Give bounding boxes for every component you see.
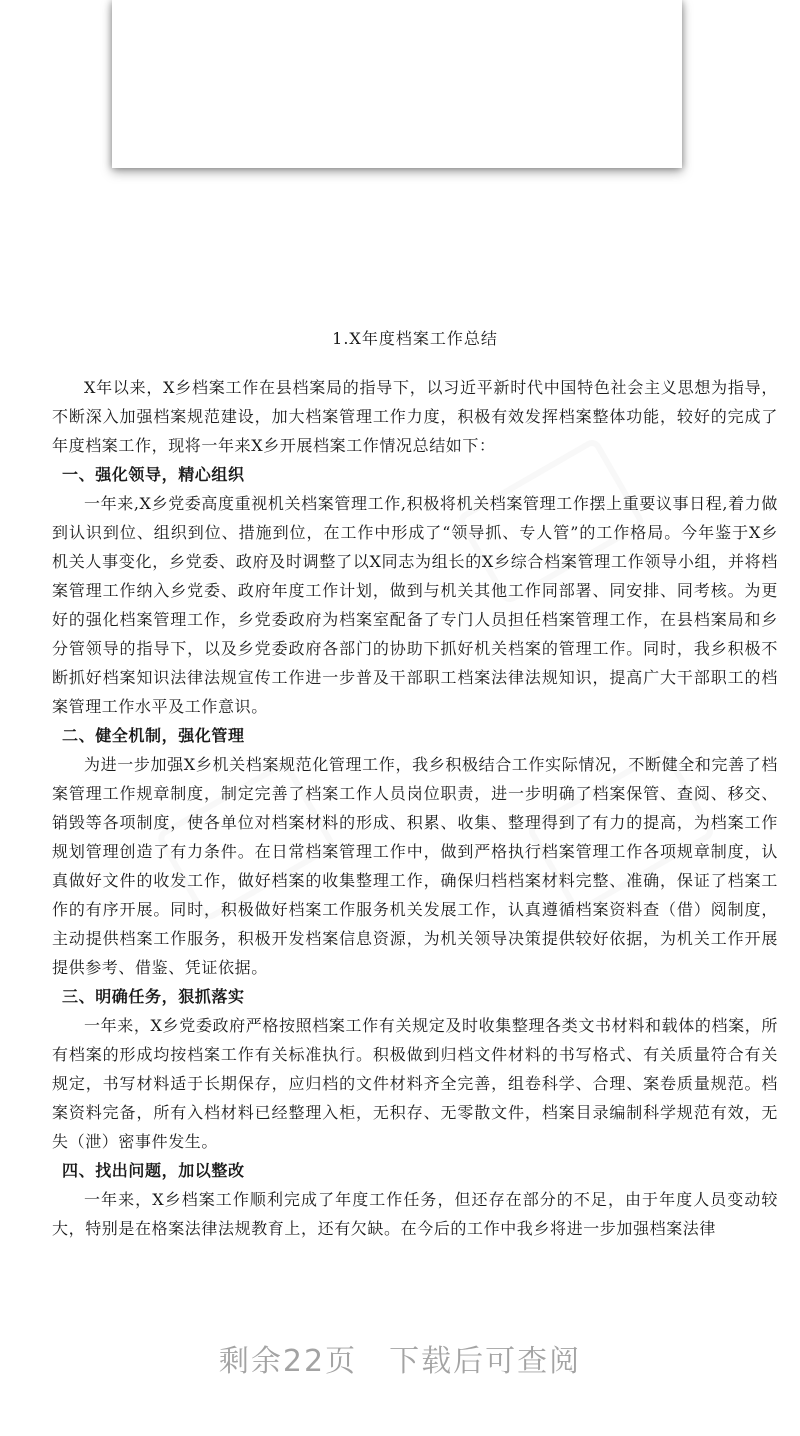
intro-paragraph: X年以来，X乡档案工作在县档案局的指导下，以习近平新时代中国特色社会主义思想为指导，不断深入加强档案规范建设，加大档案管理工作力度，积极有效发挥档案整体功能，较好的完成了年度档案工作，现将一年来X乡开展档案工作情况总结如下： xyxy=(52,378,778,455)
section-paragraph: 一年来，X乡档案工作顺利完成了年度工作任务，但还存在部分的不足，由于年度人员变动较大，特别是在格案法律法规教育上，还有欠缺。在今后的工作中我乡将进一步加强档案法律 xyxy=(52,1190,778,1238)
section-heading: 四、找出问题，加以整改 xyxy=(62,1161,245,1180)
previous-page-preview xyxy=(112,0,682,168)
section-paragraph: 为进一步加强X乡机关档案规范化管理工作，我乡积极结合工作实际情况，不断健全和完善了档案管理工作规章制度，制定完善了档案工作人员岗位职责，进一步明确了档案保管、查阅、移交、销毁等各项制度，使各单位对档案材料的形成、积累、收集、整理得到了有力的提高，为档案工作规划管理创造了有力条件。在日常档案管理工作中，做到严格执行档案管理工作各项规章制度，认真做好文件的收发工作，做好档案的收集整理工作，确保归档档案材料完整、准确，保证了档案工作的有序开展。同时，积极做好档案工作服务机关发展工作，认真遵循档案资料查（借）阅制度，主动提供档案工作服务，积极开发档案信息资源，为机关领导决策提供较好依据，为机关工作开展提供参考、借鉴、凭证依据。 xyxy=(52,755,778,977)
document-body xyxy=(52,326,778,1243)
document-title: 1.X年度档案工作总结 xyxy=(332,329,498,348)
section-heading: 三、明确任务，狠抓落实 xyxy=(62,987,245,1006)
download-to-view-text: 下载后可查阅 xyxy=(389,1344,582,1379)
download-prompt[interactable] xyxy=(0,1336,800,1380)
section-paragraph: 一年来,X乡党委高度重视机关档案管理工作,积极将机关档案管理工作摆上重要议事日程,着力做到认识到位、组织到位、措施到位，在工作中形成了“领导抓、专人管”的工作格局。今年鉴于X乡机关人事变化，乡党委、政府及时调整了以X同志为组长的X乡综合档案管理工作领导小组，并将档案管理工作纳入乡党委、政府年度工作计划，做到与机关其他工作同部署、同安排、同考核。为更好的强化档案管理工作，乡党委政府为档案室配备了专门人员担任档案管理工作，在县档案局和乡分管领导的指导下，以及乡党委政府各部门的协助下抓好机关档案的管理工作。同时，我乡积极不断抓好档案知识法律法规宣传工作进一步普及干部职工档案法律法规知识，提高广大干部职工的档案管理工作水平及工作意识。 xyxy=(52,494,778,716)
section-heading: 一、强化领导，精心组织 xyxy=(62,465,245,484)
section-heading: 二、健全机制，强化管理 xyxy=(62,726,245,745)
remaining-pages-text: 剩余22页 xyxy=(218,1344,358,1379)
section-paragraph: 一年来，X乡党委政府严格按照档案工作有关规定及时收集整理各类文书材料和载体的档案，所有档案的形成均按档案工作有关标准执行。积极做到归档文件材料的书写格式、有关质量符合有关规定，书写材料适于长期保存，应归档的文件材料齐全完善，组卷科学、合理、案卷质量规范。档案资料完备，所有入档材料已经整理入柜，无积存、无零散文件，档案目录编制科学规范有效，无失（泄）密事件发生。 xyxy=(52,1016,778,1151)
